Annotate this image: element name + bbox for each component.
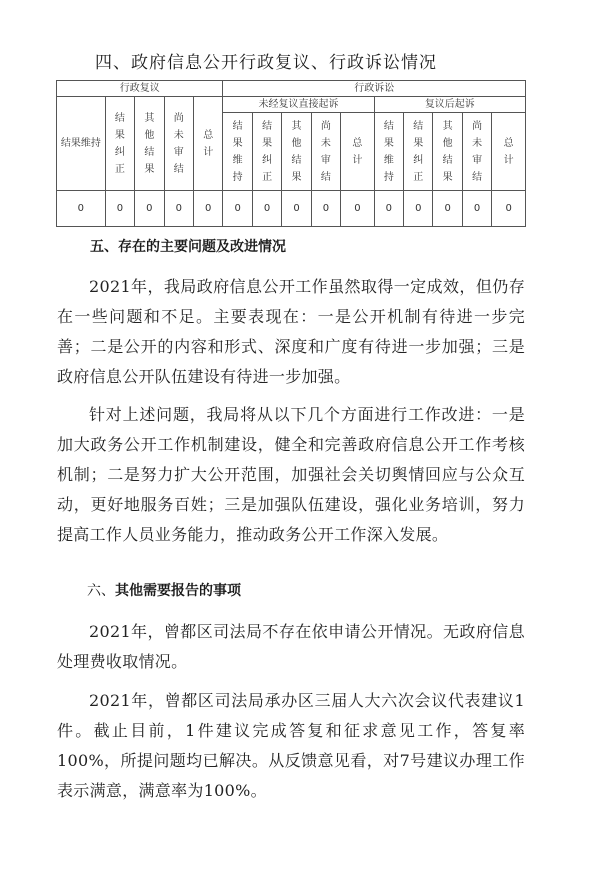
col-header: 总计 [492, 113, 526, 191]
table-cell: 0 [374, 191, 403, 227]
col-header: 其他结果 [135, 97, 164, 191]
table-cell: 0 [252, 191, 281, 227]
admin-review-header: 行政复议 [57, 81, 223, 97]
section6-paragraph-1: 2021年，曾都区司法局不存在依申请公开情况。无政府信息处理费收取情况。 [57, 622, 525, 671]
section6-paragraph-2: 2021年，曾都区司法局承办区三届人大六次会议代表建议1件。截止目前，1件建议完成答复和征求意见工作，答复率100%，所提问题均已解决。从反馈意见看，对7号建议办理工作表示满意，满意率为100%。 [57, 691, 525, 800]
col-header: 尚未审结 [164, 97, 193, 191]
table-cell: 0 [404, 191, 433, 227]
col-header: 尚未审结 [311, 113, 340, 191]
section6-number: 六、 [87, 583, 115, 599]
table-cell: 0 [135, 191, 164, 227]
not-reviewed-header: 未经复议直接起诉 [223, 97, 374, 113]
table-cell: 0 [341, 191, 374, 227]
col-header: 尚未审结 [462, 113, 491, 191]
table-cell: 0 [164, 191, 193, 227]
table-cell: 0 [193, 191, 222, 227]
table-cell: 0 [462, 191, 491, 227]
section5-paragraph-1: 2021年，我局政府信息公开工作虽然取得一定成效，但仍存在一些问题和不足。主要表现在：一是公开机制有待进一步完善；二是公开的内容和形式、深度和广度有待进一步加强；三是政府信息公开队伍建设有待进一步加强。 [57, 277, 525, 386]
table-cell: 0 [433, 191, 462, 227]
col-header: 结果纠正 [252, 113, 281, 191]
table-cell: 0 [57, 191, 106, 227]
section5-heading: 五、存在的主要问题及改进情况 [90, 239, 286, 255]
col-header: 结果维持 [57, 97, 106, 191]
admin-litigation-header: 行政诉讼 [223, 81, 526, 97]
after-review-header: 复议后起诉 [374, 97, 525, 113]
col-header: 结果纠正 [105, 97, 134, 191]
table-cell: 0 [311, 191, 340, 227]
col-header: 总计 [341, 113, 374, 191]
col-header: 其他结果 [282, 113, 311, 191]
table-cell: 0 [282, 191, 311, 227]
section6-title: 其他需要报告的事项 [115, 583, 241, 599]
table-cell: 0 [492, 191, 526, 227]
col-header: 结果维持 [223, 113, 252, 191]
section5-paragraph-2: 针对上述问题，我局将从以下几个方面进行工作改进：一是加大政务公开工作机制建设，健全和完善政府信息公开工作考核机制；二是努力扩大公开范围，加强社会关切舆情回应与公众互动，更好地服务百姓；三是加强队伍建设，强化业务培训，努力提高工作人员业务能力，推动政务公开工作深入发展。 [57, 405, 525, 544]
col-header: 总计 [193, 97, 222, 191]
col-header: 结果维持 [374, 113, 403, 191]
review-litigation-table [56, 80, 526, 227]
table-cell: 0 [105, 191, 134, 227]
section4-heading: 四、政府信息公开行政复议、行政诉讼情况 [95, 53, 437, 73]
table-cell: 0 [223, 191, 252, 227]
col-header: 结果纠正 [404, 113, 433, 191]
section6-heading [87, 580, 241, 600]
col-header: 其他结果 [433, 113, 462, 191]
